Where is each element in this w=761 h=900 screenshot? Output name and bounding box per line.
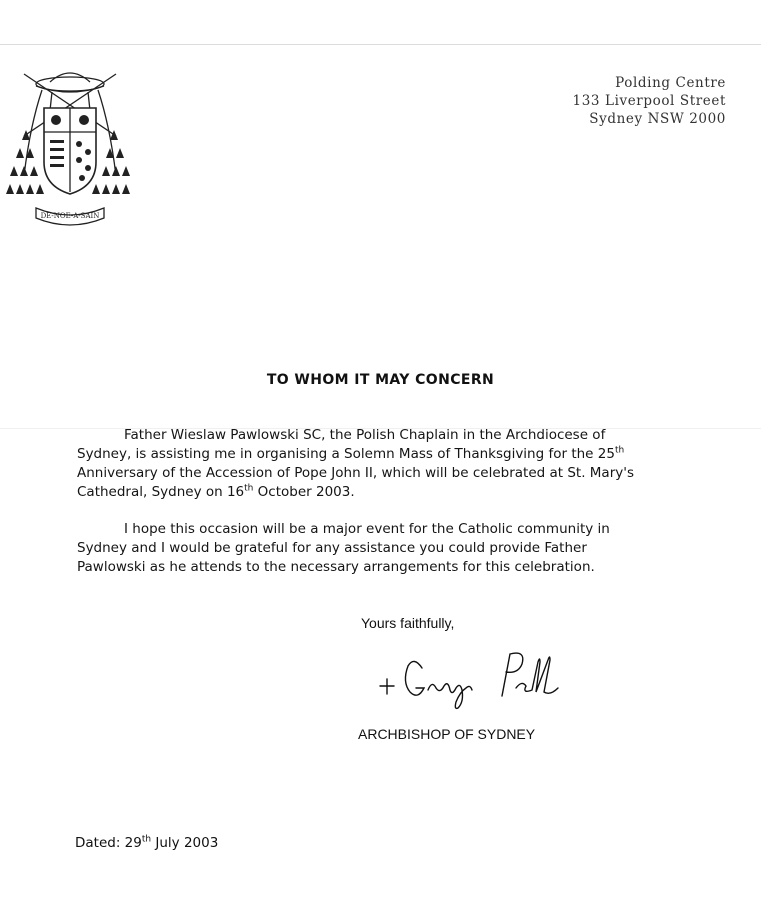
closing-salutation: Yours faithfully, (361, 615, 455, 631)
coat-of-arms-icon (6, 66, 134, 248)
date-prefix: Dated: 29 (75, 835, 142, 851)
handwritten-signature (376, 648, 586, 710)
body-paragraph-1 (77, 426, 657, 502)
crest-motto: DE-NOE-A-SAIN (40, 212, 100, 220)
paragraph-1-text-a: Father Wieslaw Pawlowski SC, the Polish Chaplain in the Archdiocese of Sydney, is assisting me in organising a Solemn Mass of Thanksgiving for the 25 (77, 427, 615, 462)
letter-heading: TO WHOM IT MAY CONCERN (266, 372, 495, 388)
address-line: Polding Centre (615, 75, 726, 91)
paragraph-1-text-b: Anniversary of the Accession of Pope John II, which will be celebrated at St. Mary's Cathedral, Sydney on 16 (77, 465, 634, 500)
address-line: 133 Liverpool Street (572, 93, 726, 109)
ordinal-suffix: th (244, 483, 254, 494)
ordinal-suffix: th (141, 834, 152, 845)
signatory-title: ARCHBISHOP OF SYDNEY (358, 726, 536, 742)
scan-edge-line (0, 44, 761, 45)
paragraph-2-text: I hope this occasion will be a major event for the Catholic community in Sydney and I would be grateful for any assistance you could provide Father Pawlowski as he attends to the necessary arrangements for this celebration. (77, 521, 610, 575)
letter-date (75, 835, 218, 851)
address-line: Sydney NSW 2000 (589, 111, 726, 127)
body-paragraph-2 (77, 520, 657, 577)
sender-address (573, 74, 726, 128)
date-suffix: July 2003 (151, 835, 219, 851)
ordinal-suffix: th (614, 445, 625, 456)
paragraph-1-text-c: October 2003. (253, 484, 355, 500)
